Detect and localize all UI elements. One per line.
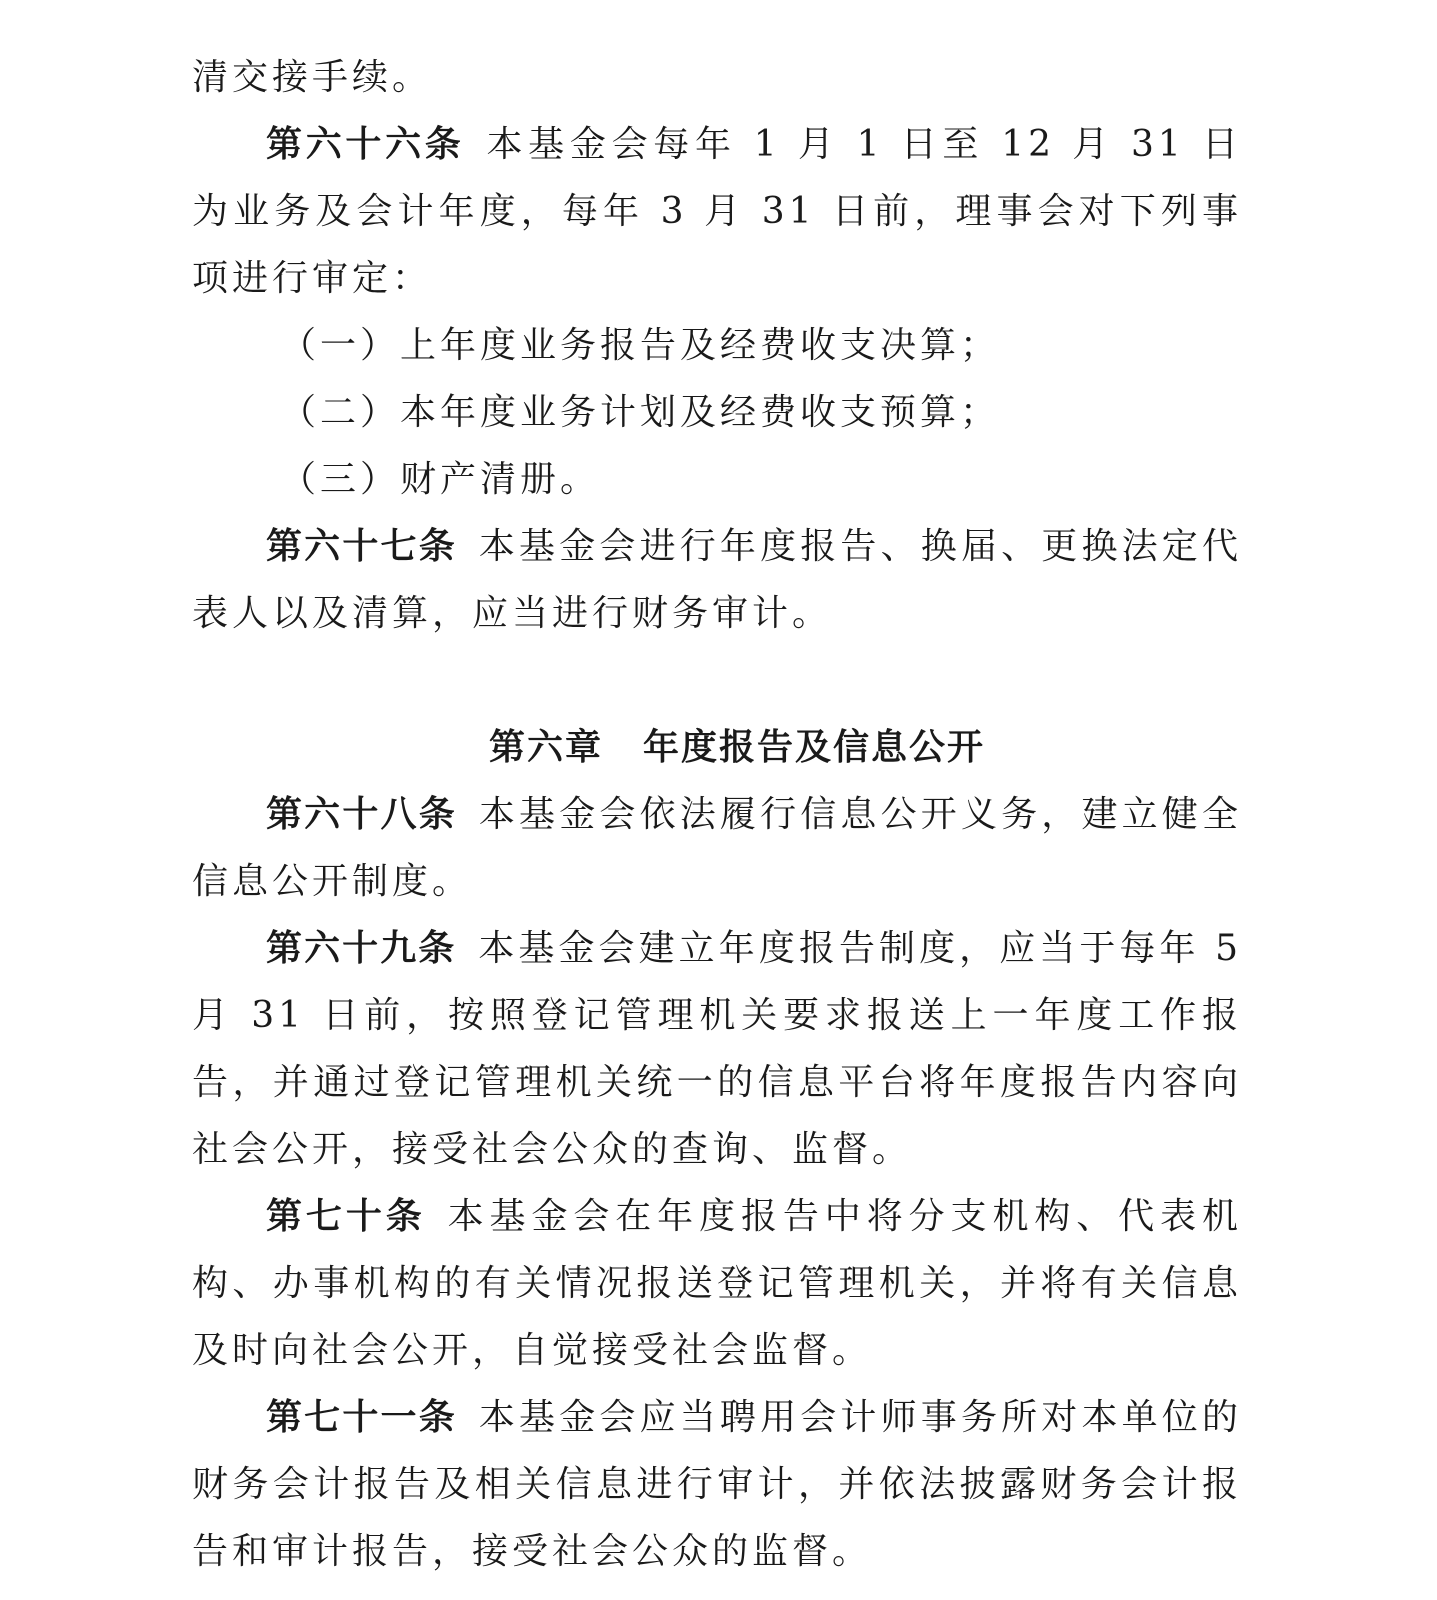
article-70	[192, 1183, 1242, 1384]
article-66-item-2: （二）本年度业务计划及经费收支预算；	[280, 392, 1001, 433]
article-70-title: 第七十条	[266, 1196, 426, 1237]
article-69-text: 本基金会建立年度报告制度，应当于每年 5 月 31 日前，按照登记管理机关要求报送上一年度工作报告，并通过登记管理机关统一的信息平台将年度报告内容向社会公开，接受社会公众的查询、监督。	[192, 928, 1242, 1170]
article-66-item-1: （一）上年度业务报告及经费收支决算；	[280, 325, 1001, 366]
article-66-text: 本基金会每年 1 月 1 日至 12 月 31 日为业务及会计年度，每年 3 月 31 日前，理事会对下列事项进行审定：	[192, 124, 1242, 299]
chapter-title: 年度报告及信息公开	[643, 727, 986, 768]
article-68-text: 本基金会依法履行信息公开义务，建立健全信息公开制度。	[192, 794, 1242, 902]
article-69	[192, 915, 1242, 1183]
article-70-text: 本基金会在年度报告中将分支机构、代表机构、办事机构的有关情况报送登记管理机关，并将有关信息及时向社会公开，自觉接受社会监督。	[192, 1196, 1242, 1371]
article-71	[192, 1384, 1242, 1585]
article-67-text: 本基金会进行年度报告、换届、更换法定代表人以及清算，应当进行财务审计。	[192, 526, 1242, 634]
continuation-text: 清交接手续。	[192, 57, 433, 98]
document-body	[192, 44, 1242, 1585]
article-66-item-3: （三）财产清册。	[280, 459, 601, 500]
article-71-title: 第七十一条	[266, 1397, 457, 1438]
article-66	[192, 111, 1242, 312]
article-68-title: 第六十八条	[266, 794, 457, 835]
chapter-number: 第六章	[488, 727, 603, 768]
article-67-title: 第六十七条	[266, 526, 457, 567]
article-66-title: 第六十六条	[266, 124, 465, 165]
chapter-heading	[192, 714, 1242, 781]
article-71-text: 本基金会应当聘用会计师事务所对本单位的财务会计报告及相关信息进行审计，并依法披露财务会计报告和审计报告，接受社会公众的监督。	[192, 1397, 1242, 1572]
article-69-title: 第六十九条	[266, 928, 457, 969]
article-67	[192, 513, 1242, 647]
article-68	[192, 781, 1242, 915]
